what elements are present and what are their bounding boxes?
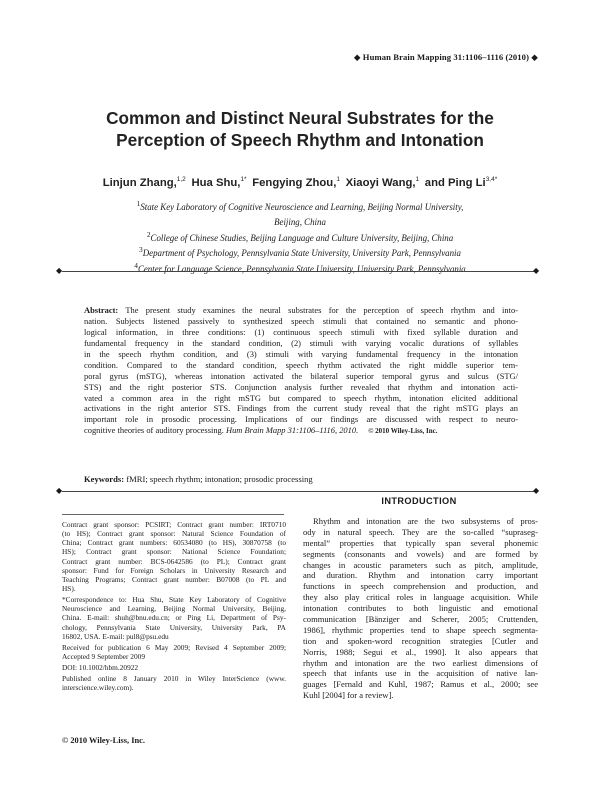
abstract-line-text: important role in prosodic processing. Implications of our findings are discussed with respect to neuro- xyxy=(84,414,518,425)
abstract-line-text: poral gyrus (mSTG), whereas intonation activated the bilateral superior temporal gyrus and sulcus (STG/ xyxy=(84,370,518,381)
abstract-line xyxy=(84,305,518,316)
author-name: Linjun Zhang, xyxy=(102,177,177,189)
affiliation-line xyxy=(62,229,538,244)
abstract-line-text: condition. Compared to the standard condition, speech rhythm activated the right middle superior tem- xyxy=(84,359,518,370)
affiliation-marker: 1 xyxy=(136,199,141,208)
author-name: Hua Shu, xyxy=(191,177,241,189)
footnote-line: sponsor: Fund for Foreign Scholars in University Research and xyxy=(62,565,286,575)
affiliation-marker: 2 xyxy=(146,229,151,239)
copyright-notice: © 2010 Wiley-Liss, Inc. xyxy=(62,736,145,745)
abstract-line xyxy=(84,425,518,436)
paper-title xyxy=(60,107,540,151)
keywords-label: Keywords: xyxy=(84,474,125,484)
abstract-line-text: vated a common area in the right mSTG but compared to speech rhythm, intonation elicited additional xyxy=(84,392,518,403)
abstract-copyright: © 2010 Wiley-Liss, Inc. xyxy=(368,427,438,436)
affiliation-line xyxy=(62,213,538,228)
title-line-1: Common and Distinct Neural Substrates for the xyxy=(106,108,494,128)
introduction-line: tion and spoken-word recognition strategies [Cutler and xyxy=(303,635,538,646)
author-affiliation-marker: 1 xyxy=(415,176,420,183)
introduction-line: mental” properties that typically span several phonemic xyxy=(303,537,538,548)
abstract-label: Abstract: xyxy=(84,305,119,315)
affiliation-text: State Key Laboratory of Cognitive Neuroscience and Learning, Beijing Normal University, xyxy=(140,201,464,212)
keywords-text: fMRI; speech rhythm; intonation; prosodic processing xyxy=(126,474,313,484)
author-affiliation-marker: 1 xyxy=(336,176,340,183)
affiliation-marker: 3 xyxy=(139,245,143,255)
rule-bottom-right-diamond-icon: ◆ xyxy=(533,486,540,495)
introduction-line: Rhythm and intonation are the two subsystems of pros- xyxy=(313,516,538,526)
author-name: and Ping Li xyxy=(424,177,486,189)
title-line-2: Perception of Speech Rhythm and Intonation xyxy=(116,130,484,150)
running-head: ◆ Human Brain Mapping 31:1106–1116 (2010) ◆ xyxy=(353,52,538,62)
abstract-line xyxy=(84,349,518,360)
affiliations xyxy=(62,198,538,275)
footnote-line: chology, Pennsylvania State University, University Park, PA xyxy=(62,622,286,632)
footnote-line: (to HS); Contract grant sponsor: Natural Science Foundation of xyxy=(62,529,286,539)
abstract-line xyxy=(84,371,518,382)
abstract-line xyxy=(84,393,518,404)
affiliation-text: Center for Language Science, Pennsylvania State University, University Park, Pennsylvania xyxy=(137,263,466,274)
abstract-line-text: STS) and the right posterior STS. Conjunction analysis further revealed that rhythm and intonation acti- xyxy=(84,381,518,392)
keywords xyxy=(84,474,313,484)
abstract-line xyxy=(84,316,518,327)
footnote-line: HS). xyxy=(62,583,76,593)
abstract-line xyxy=(84,338,518,349)
introduction-line: they also play critical roles in language acquisition. While xyxy=(303,592,538,603)
introduction-line: rhythm and intonation are the two earliest dimensions of xyxy=(303,657,538,668)
author-affiliation-marker: 3,4* xyxy=(485,176,498,183)
footnote-line: Neuroscience and Learning, Beijing Normal University, Beijing, xyxy=(62,604,286,614)
affiliation-text: College of Chinese Studies, Beijing Language and Culture University, Beijing, China xyxy=(150,232,454,243)
affiliation-line xyxy=(62,244,538,259)
abstract-line xyxy=(84,327,518,338)
introduction-line: Norris, 1988; Segui et al., 1990]. It also appears that xyxy=(303,646,538,657)
abstract-line-text: logical information, in three conditions: (1) continuous speech stimuli with fixed syllable duration and xyxy=(84,326,518,337)
abstract-citation: Hum Brain Mapp 31:1106–1116, 2010. xyxy=(226,425,359,436)
footnotes xyxy=(62,520,286,693)
introduction-line: functions in speech comprehension and production, and xyxy=(303,581,538,592)
abstract-line-text: The present study examines the neural substrates for the perception of speech rhythm and into- xyxy=(125,305,518,315)
footnote-line: China; Contract grant numbers: 60534080 (to HS), 30870758 (to xyxy=(62,538,286,548)
footnote-line: China. E-mail: shuh@bnu.edu.cn; or Ping Li, Department of Psy- xyxy=(62,613,286,623)
affiliation-line xyxy=(62,260,538,275)
footnote-separator xyxy=(62,514,284,515)
affiliation-text: Department of Psychology, Pennsylvania State University, University Park, Pennsylvania xyxy=(142,248,461,259)
abstract-line xyxy=(84,382,518,393)
footnote-line: Accepted 9 September 2009 xyxy=(62,651,145,661)
rule-top-right-diamond-icon: ◆ xyxy=(533,266,540,275)
footnote-line: Teaching Programs; Contract grant number: B07008 (to PL and xyxy=(62,574,286,584)
rule-top-left-diamond-icon: ◆ xyxy=(56,266,63,275)
footnote-line: Published online 8 January 2010 in Wiley InterScience (www. xyxy=(62,674,286,684)
affiliation-line xyxy=(62,198,538,213)
rule-bottom-left-diamond-icon: ◆ xyxy=(56,486,63,495)
introduction-line: communication [Bänziger and Scherer, 2005; Cruttenden, xyxy=(303,614,538,625)
abstract-line-text: fundamental frequency in the standard condition, (2) stimuli with varying vocalic durations of syllables xyxy=(84,337,518,348)
introduction-line: 1986], rhythmic properties tend to shape speech segmenta- xyxy=(303,624,538,635)
abstract xyxy=(84,305,518,436)
introduction-line: and duration. Rhythm and intonation carry important xyxy=(303,570,538,581)
author-list xyxy=(60,176,540,189)
introduction-line: segments (consonants and vowels) and are formed by xyxy=(303,548,538,559)
footnote-line: HS); Contract grant sponsor: National Science Foundation; xyxy=(62,547,286,557)
footnote-line: 16802, USA. E-mail: pul8@psu.edu xyxy=(62,631,169,641)
author-name: Fengying Zhou, xyxy=(252,177,337,189)
section-heading-introduction: INTRODUCTION xyxy=(381,496,457,506)
footnote-line: interscience.wiley.com). xyxy=(62,683,134,693)
rule-top xyxy=(62,271,534,272)
abstract-line xyxy=(84,414,518,425)
introduction-line: changes in acoustic parameters such as pitch, amplitude, xyxy=(303,559,538,570)
abstract-line-text: cognitive theories of auditory processing. xyxy=(84,425,224,436)
abstract-line-text: activations in the right anterior STS. Findings from the current study reveal that the right mSTG plays an xyxy=(84,403,518,414)
footnote-line: Received for publication 6 May 2009; Revised 4 September 2009; xyxy=(62,642,286,652)
abstract-line xyxy=(84,360,518,371)
footnote-line: DOI: 10.1002/hbm.20922 xyxy=(62,663,139,673)
introduction-line: Kuhl [2004] for a review]. xyxy=(303,690,394,701)
affiliation-text: Beijing, China xyxy=(274,217,326,228)
author-name: Xiaoyi Wang, xyxy=(345,177,416,189)
abstract-line xyxy=(84,403,518,414)
footnote-line: Contract grant sponsor: PCSIRT; Contract grant number: IRT0710 xyxy=(62,520,286,529)
introduction-line: speech that infants use in the acquisition of native lan- xyxy=(303,668,538,679)
abstract-line-text: in the speech rhythm condition, and (3) stimuli with varying fundamental frequency in the intonation xyxy=(84,348,518,359)
affiliation-marker: 4 xyxy=(134,260,138,270)
introduction-text xyxy=(303,516,538,701)
footnote-line: Contract grant number: BCS-0642586 (to PL); Contract grant xyxy=(62,556,286,566)
author-affiliation-marker: 1,2 xyxy=(176,176,186,183)
author-affiliation-marker: 1* xyxy=(240,176,247,183)
abstract-line-text: nation. Subjects listened passively to synthesized speech stimuli that contained no semantic and phono- xyxy=(84,315,518,326)
introduction-line: guages [Fernald and Kuhl, 1987; Ramus et al., 2000; see xyxy=(303,679,538,690)
introduction-line: ody in natural speech. They are the so-called “supraseg- xyxy=(303,526,538,537)
footnote-line: *Correspondence to: Hua Shu, State Key Laboratory of Cognitive xyxy=(62,595,286,605)
rule-bottom xyxy=(62,491,534,492)
introduction-line: intonation contributes to both linguistic and emotional xyxy=(303,603,538,614)
